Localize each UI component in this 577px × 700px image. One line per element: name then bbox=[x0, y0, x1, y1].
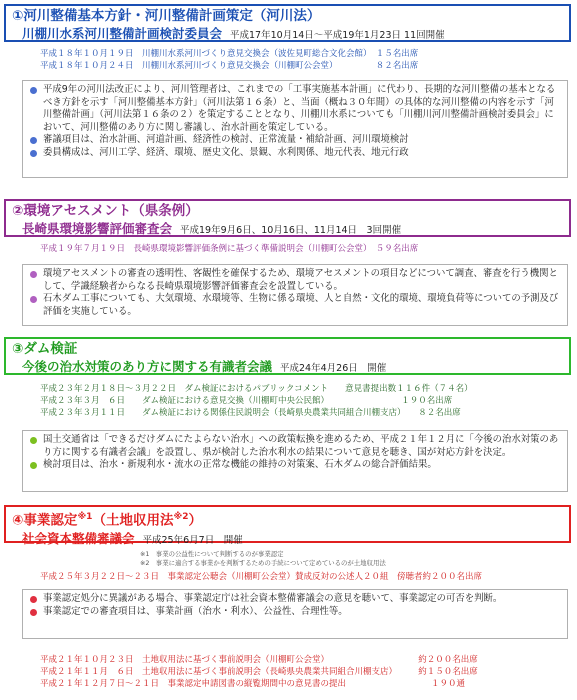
section-2-bullet-1: 環境アセスメントの審査の透明性、客観性を確保するため、環境アセスメントの項目などについて調査、審査を行う機関として、学識経験者からなる長崎県環境影響評価審査会を設置している。 bbox=[29, 268, 561, 293]
section-2-header bbox=[4, 199, 571, 237]
section-1-title: ①河川整備基本方針・河川整備計画策定（河川法） bbox=[12, 8, 321, 24]
section-2-subtitle: 長崎県環境影響評価審査会 bbox=[22, 221, 173, 236]
bullet-dot-icon bbox=[30, 437, 37, 444]
bullet-dot-icon bbox=[30, 596, 37, 603]
bullet-dot-icon bbox=[30, 462, 37, 469]
section-1-date: 平成17年10月14日～平成19年1月23日 11回開催 bbox=[230, 30, 445, 41]
section-4-date: 平成25年6月7日 開催 bbox=[142, 534, 243, 546]
section-4-note-1: ※1 事業の公益性について判断するのが事業認定 bbox=[140, 550, 284, 558]
section-2-panel bbox=[22, 264, 568, 326]
section-3-title: ③ダム検証 bbox=[12, 341, 78, 357]
section-2-subtitle-row bbox=[12, 220, 563, 239]
section-4-title: ④事業認定$^{※1}$（土地収用法$^{※2}$） bbox=[12, 512, 202, 529]
section-2-meeting-1: 平成１９年７月１９日 長崎県環境影響評価条例に基づく準備説明会（川棚町公会堂） ５９名出席 bbox=[40, 244, 419, 254]
section-1-subtitle: 川棚川水系河川整備計画検討委員会 bbox=[22, 26, 223, 41]
section-3-meeting-2: 平成２３年３月 ６日 ダム検証における意見交換（川棚町中央公民館） １９０名出席 bbox=[40, 396, 453, 406]
section-3-meeting-1: 平成２３年２月１８日～３月２２日 ダム検証におけるパブリックコメント 意見書提出数１１６件（７４名） bbox=[40, 384, 473, 394]
bullet-dot-icon bbox=[30, 87, 37, 94]
section-4-bullet-1: 事業認定処分に異議がある場合、事業認定庁は社会資本整備審議会の意見を聴いて、事業認定の可否を判断。 bbox=[29, 593, 561, 606]
section-4-subtitle-row bbox=[12, 530, 563, 549]
section-4-header bbox=[4, 505, 571, 546]
section-4-meeting-top-1: 平成２５年３月２２日～２３日 事業認定公聴会（川棚町公会堂）賛成反対の公述人２０組 傍聴者約２００名出席 bbox=[40, 572, 483, 582]
bullet-dot-icon bbox=[30, 296, 37, 303]
section-3-bullet-2: 検討項目は、治水・新規利水・流水の正常な機能の維持の対策案、石木ダムの総合評価結果。 bbox=[29, 459, 561, 472]
section-1-meeting-1: 平成１８年１０月１９日 川棚川水系河川づくり意見交換会（波佐見町総合文化会館） １５名出席 bbox=[40, 49, 419, 59]
section-4-note-2: ※2 事業に適合する事業かを判断するための手続について定めているのが土地収用法 bbox=[140, 559, 386, 567]
section-3-subtitle-row bbox=[12, 358, 563, 377]
section-4-meeting-bottom-3: 平成２１年１２月７日～２１日 事業認定申請図書の縦覧期間中の意見書の提出 １９０通 bbox=[40, 679, 466, 689]
section-3-bullet-1: 国土交通省は「できるだけダムにたよらない治水」への政策転換を進めるため、平成２１年１２月に「今後の治水対策のあり方に関する有識者会議」を設置し、県が検討した治水利水の結果について意見を聴き、国が対応方針を決定。 bbox=[29, 434, 561, 459]
section-1-header bbox=[4, 4, 571, 42]
bullet-dot-icon bbox=[30, 150, 37, 157]
section-3-meeting-3: 平成２３年３月１１日 ダム検証における関係住民説明会（長崎県央農業共同組合川棚支店） ８２名出席 bbox=[40, 408, 461, 418]
section-2-date: 平成19年9月6日、10月16日、11月14日 3回開催 bbox=[180, 225, 402, 236]
section-1-bullet-2: 審議項目は、治水計画、河道計画、経済性の検討、正常流量・補給計画、河川環境検討 bbox=[29, 134, 561, 147]
section-4-panel bbox=[22, 589, 568, 639]
bullet-dot-icon bbox=[30, 271, 37, 278]
bullet-dot-icon bbox=[30, 609, 37, 616]
section-4-meeting-bottom-2: 平成２１年１１月 ６日 土地収用法に基づく事前説明会（長崎県央農業共同組合川棚支店） 約１５０名出席 bbox=[40, 667, 478, 677]
bullet-dot-icon bbox=[30, 137, 37, 144]
section-4-subtitle: 社会資本整備審議会 bbox=[22, 530, 135, 546]
section-3-date: 平成24年4月26日 開催 bbox=[280, 363, 387, 374]
section-3-header bbox=[4, 337, 571, 375]
section-3-panel bbox=[22, 430, 568, 492]
section-1-meeting-2: 平成１８年１０月２４日 川棚川水系河川づくり意見交換会（川棚町公会堂） ８２名出席 bbox=[40, 61, 419, 71]
section-1-subtitle-row bbox=[12, 25, 563, 44]
section-4-bullet-2: 事業認定での審査項目は、事業計画（治水・利水）、公益性、合理性等。 bbox=[29, 606, 561, 619]
section-3-subtitle: 今後の治水対策のあり方に関する有識者会議 bbox=[22, 359, 273, 374]
section-2-bullet-2: 石木ダム工事についても、大気環境、水環境等、生物に係る環境、人と自然・文化的環境、環境負荷等についての予測及び評価を実施している。 bbox=[29, 293, 561, 318]
section-4-meeting-bottom-1: 平成２１年１０月２３日 土地収用法に基づく事前説明会（川棚町公会堂） 約２００名出席 bbox=[40, 655, 478, 665]
section-1-bullet-3: 委員構成は、河川工学、経済、環境、歴史文化、景観、水利関係、地元代表、地元行政 bbox=[29, 147, 561, 160]
section-1-panel bbox=[22, 80, 568, 178]
section-2-title: ②環境アセスメント（県条例） bbox=[12, 203, 199, 219]
section-1-bullet-1: 平成9年の河川法改正により、河川管理者は、これまでの「工事実施基本計画」に代わり、長期的な河川整備の基本となるべき方針を示す「河川整備基本方針」（河川法第１６条）と、当面（概ね３０年間）の具体的な河川整備の内容を示す「河川整備計画」（河川法第１６条の２）を策定することとなり、川棚川水系についても「川棚川河川整備計画検討委員会」において、河川整備のあり方に関し審議し、治水計画を策定している。 bbox=[29, 84, 561, 134]
